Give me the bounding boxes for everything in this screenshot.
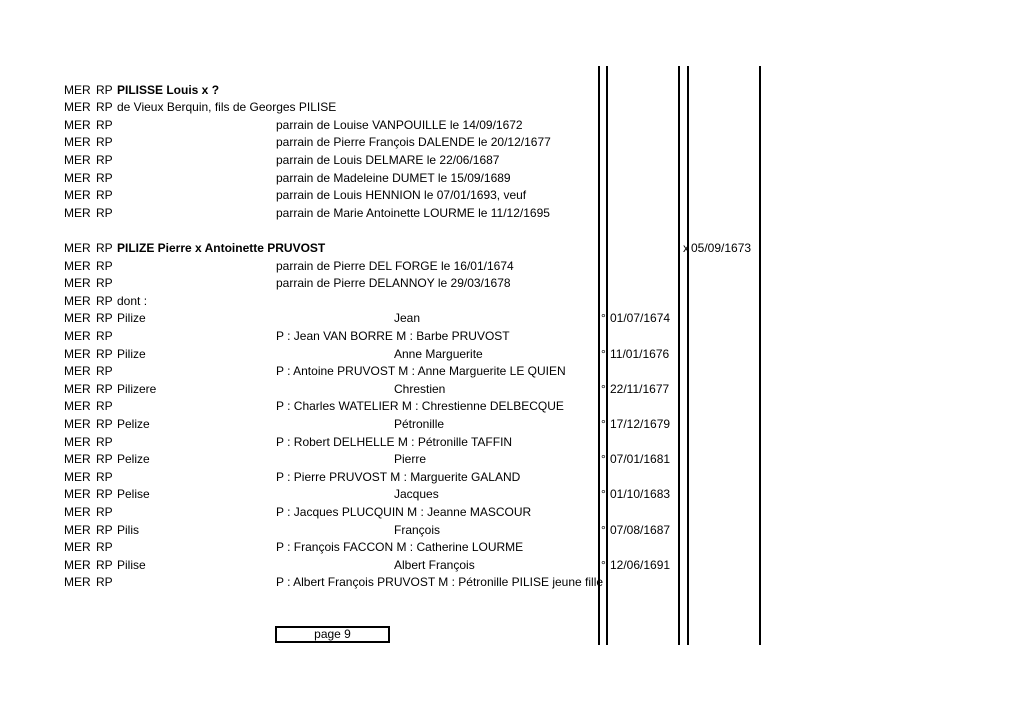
record-detail: P : Robert DELHELLE M : Pétronille TAFFIN: [276, 434, 513, 449]
parish-code: RP: [96, 346, 113, 361]
parish-code: RP: [96, 487, 113, 502]
register-code: MER: [64, 152, 91, 167]
parish-code: RP: [96, 100, 113, 115]
record-row: [0, 557, 1024, 575]
baptism-date: 17/12/1679: [610, 416, 671, 431]
register-code: MER: [64, 188, 91, 203]
record-detail: P : Jean VAN BORRE M : Barbe PRUVOST: [276, 328, 510, 343]
baptism-symbol: °: [601, 416, 606, 431]
person-name: Pilize: [117, 311, 146, 326]
register-code: MER: [64, 364, 91, 379]
register-code: MER: [64, 82, 91, 97]
parish-code: RP: [96, 205, 113, 220]
given-name: François: [394, 522, 441, 537]
record-row: [0, 222, 1024, 240]
register-code: MER: [64, 469, 91, 484]
record-detail: parrain de Louise VANPOUILLE le 14/09/1672: [276, 117, 523, 132]
register-code: MER: [64, 117, 91, 132]
register-code: MER: [64, 416, 91, 431]
baptism-date: 01/10/1683: [610, 487, 671, 502]
marriage-symbol: x: [683, 240, 689, 255]
register-code: MER: [64, 381, 91, 396]
person-name: Pelize: [117, 416, 150, 431]
given-name: Pétronille: [394, 416, 445, 431]
record-detail: parrain de Louis DELMARE le 22/06/1687: [276, 152, 500, 167]
register-code: MER: [64, 540, 91, 555]
record-row: [0, 486, 1024, 504]
register-code: MER: [64, 328, 91, 343]
record-detail: P : Jacques PLUCQUIN M : Jeanne MASCOUR: [276, 504, 532, 519]
person-name: Pelise: [117, 487, 150, 502]
baptism-symbol: °: [601, 487, 606, 502]
register-code: MER: [64, 522, 91, 537]
record-detail: parrain de Pierre François DALENDE le 20/12/1677: [276, 135, 551, 150]
parish-code: RP: [96, 434, 113, 449]
record-detail: P : Charles WATELIER M : Chrestienne DELBECQUE: [276, 399, 564, 414]
record-row: [0, 117, 1024, 135]
person-name: PILIZE Pierre x Antoinette PRUVOST: [117, 240, 326, 255]
person-name: Pilizere: [117, 381, 157, 396]
given-name: Anne Marguerite: [394, 346, 483, 361]
given-name: Albert François: [394, 557, 475, 572]
register-code: MER: [64, 399, 91, 414]
register-code: MER: [64, 311, 91, 326]
record-detail: parrain de Louis HENNION le 07/01/1693, veuf: [276, 188, 527, 203]
baptism-symbol: °: [601, 522, 606, 537]
parish-code: RP: [96, 557, 113, 572]
baptism-symbol: °: [601, 452, 606, 467]
baptism-date: 01/07/1674: [610, 311, 671, 326]
given-name: Pierre: [394, 452, 427, 467]
parish-code: RP: [96, 135, 113, 150]
register-code: MER: [64, 240, 91, 255]
register-code: MER: [64, 434, 91, 449]
parish-code: RP: [96, 364, 113, 379]
person-name: PILISSE Louis x ?: [117, 82, 220, 97]
register-code: MER: [64, 205, 91, 220]
record-row: [0, 99, 1024, 117]
baptism-symbol: °: [601, 381, 606, 396]
person-name: Pilis: [117, 522, 140, 537]
register-code: MER: [64, 258, 91, 273]
parish-code: RP: [96, 416, 113, 431]
register-code: MER: [64, 100, 91, 115]
record-detail: P : Albert François PRUVOST M : Pétronille PILISE jeune fille: [276, 575, 604, 590]
record-row: [0, 240, 1024, 258]
baptism-date: 12/06/1691: [610, 557, 671, 572]
person-name: Pelize: [117, 452, 150, 467]
record-row: [0, 187, 1024, 205]
record-row: [0, 346, 1024, 364]
parish-code: RP: [96, 117, 113, 132]
register-code: MER: [64, 575, 91, 590]
record-row: [0, 328, 1024, 346]
parish-code: RP: [96, 276, 113, 291]
baptism-symbol: °: [601, 557, 606, 572]
record-row: [0, 539, 1024, 557]
record-detail: parrain de Madeleine DUMET le 15/09/1689: [276, 170, 511, 185]
parish-code: RP: [96, 311, 113, 326]
person-name: Pilize: [117, 346, 146, 361]
parish-code: RP: [96, 240, 113, 255]
record-detail: parrain de Marie Antoinette LOURME le 11/12/1695: [276, 205, 550, 220]
parish-code: RP: [96, 469, 113, 484]
record-row: [0, 258, 1024, 276]
record-row: [0, 574, 1024, 592]
page-number: page 9: [314, 627, 351, 641]
register-code: MER: [64, 557, 91, 572]
record-row: [0, 293, 1024, 311]
parish-code: RP: [96, 452, 113, 467]
record-row: [0, 363, 1024, 381]
record-row: [0, 451, 1024, 469]
register-code: MER: [64, 487, 91, 502]
person-name: Pilise: [117, 557, 146, 572]
register-code: MER: [64, 170, 91, 185]
register-code: MER: [64, 135, 91, 150]
baptism-date: 07/08/1687: [610, 522, 671, 537]
record-row: [0, 434, 1024, 452]
baptism-date: 11/01/1676: [610, 346, 670, 361]
record-detail: P : François FACCON M : Catherine LOURME: [276, 540, 524, 555]
record-detail: parrain de Pierre DELANNOY le 29/03/1678: [276, 276, 511, 291]
given-name: Jean: [394, 311, 421, 326]
baptism-symbol: °: [601, 311, 606, 326]
register-code: MER: [64, 452, 91, 467]
parish-code: RP: [96, 188, 113, 203]
register-code: MER: [64, 504, 91, 519]
given-name: Jacques: [394, 487, 439, 502]
parish-code: RP: [96, 258, 113, 273]
register-code: MER: [64, 276, 91, 291]
record-row: [0, 398, 1024, 416]
record-detail: P : Antoine PRUVOST M : Anne Marguerite LE QUIEN: [276, 364, 566, 379]
record-row: [0, 275, 1024, 293]
parish-code: RP: [96, 540, 113, 555]
record-row: [0, 310, 1024, 328]
record-row: [0, 170, 1024, 188]
parish-code: RP: [96, 575, 113, 590]
record-row: [0, 205, 1024, 223]
given-name: Chrestien: [394, 381, 446, 396]
baptism-date: 22/11/1677: [610, 381, 670, 396]
parish-code: RP: [96, 328, 113, 343]
person-name: de Vieux Berquin, fils de Georges PILISE: [117, 100, 337, 115]
record-row: [0, 522, 1024, 540]
record-detail: P : Pierre PRUVOST M : Marguerite GALAND: [276, 469, 521, 484]
record-detail: parrain de Pierre DEL FORGE le 16/01/1674: [276, 258, 514, 273]
record-row: [0, 152, 1024, 170]
parish-code: RP: [96, 522, 113, 537]
record-row: [0, 469, 1024, 487]
parish-code: RP: [96, 82, 113, 97]
page-number-box: [275, 626, 390, 643]
parish-code: RP: [96, 399, 113, 414]
baptism-date: 07/01/1681: [610, 452, 671, 467]
record-row: [0, 504, 1024, 522]
parish-code: RP: [96, 152, 113, 167]
baptism-symbol: °: [601, 346, 606, 361]
register-code: MER: [64, 293, 91, 308]
register-code: MER: [64, 346, 91, 361]
person-name: dont :: [117, 293, 148, 308]
parish-code: RP: [96, 293, 113, 308]
record-row: [0, 381, 1024, 399]
record-row: [0, 134, 1024, 152]
parish-code: RP: [96, 170, 113, 185]
marriage-date: 05/09/1673: [691, 240, 752, 255]
parish-code: RP: [96, 381, 113, 396]
record-row: [0, 416, 1024, 434]
parish-code: RP: [96, 504, 113, 519]
record-row: [0, 82, 1024, 100]
